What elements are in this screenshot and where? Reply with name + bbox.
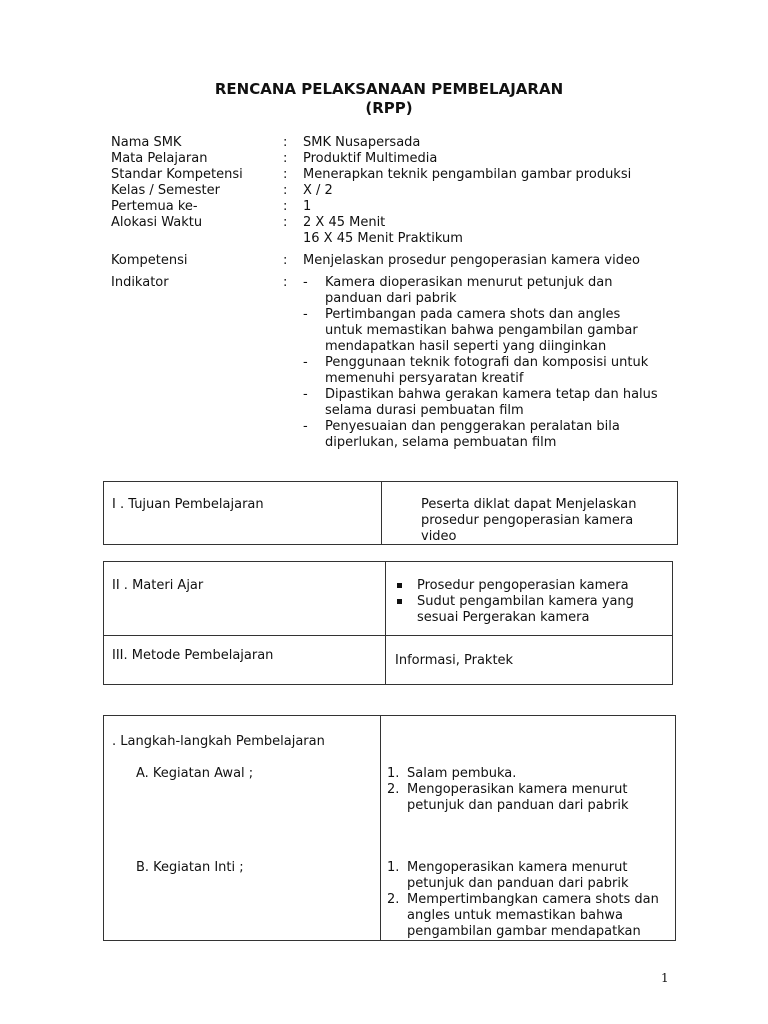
document-title: RENCANA PELAKSANAAN PEMBELAJARAN <box>214 80 564 98</box>
bullet-icon <box>397 583 402 588</box>
table-divider <box>380 715 381 941</box>
indikator-item-5-line-1: Penyesuaian dan penggerakan peralatan bila <box>325 419 620 434</box>
materi-item-2-line-2: sesuai Pergerakan kamera <box>417 610 590 625</box>
materi-item-2-line-1: Sudut pengambilan kamera yang <box>417 594 634 609</box>
inti-num-1: 1. <box>387 860 400 875</box>
page-number: 1 <box>661 971 669 985</box>
table-row-divider <box>103 635 673 636</box>
tujuan-text-line-3: video <box>421 529 457 544</box>
inti-item-2-line-2: angles untuk memastikan bahwa <box>407 908 623 923</box>
tujuan-label: I . Tujuan Pembelajaran <box>112 497 264 512</box>
list-dash: - <box>303 419 308 434</box>
info-colon: : <box>283 215 288 230</box>
info-colon: : <box>283 135 288 150</box>
indikator-item-5-line-2: diperlukan, selama pembuatan film <box>325 435 557 450</box>
info-value-kelas-semester: X / 2 <box>303 183 333 198</box>
tujuan-text-line-1: Peserta diklat dapat Menjelaskan <box>421 497 637 512</box>
info-colon: : <box>283 199 288 214</box>
info-colon: : <box>283 151 288 166</box>
info-label-standar-kompetensi: Standar Kompetensi <box>111 167 243 182</box>
info-colon: : <box>283 253 288 268</box>
inti-item-2-line-3: pengambilan gambar mendapatkan <box>407 924 641 939</box>
kegiatan-inti-label: B. Kegiatan Inti ; <box>136 860 244 875</box>
info-value-pertemua-ke: 1 <box>303 199 312 214</box>
indikator-item-2-line-1: Pertimbangan pada camera shots dan angles <box>325 307 621 322</box>
indikator-item-2-line-2: untuk memastikan bahwa pengambilan gambar <box>325 323 638 338</box>
info-value-nama-smk: SMK Nusapersada <box>303 135 421 150</box>
info-label-nama-smk: Nama SMK <box>111 135 182 150</box>
awal-num-2: 2. <box>387 782 400 797</box>
metode-label: III. Metode Pembelajaran <box>112 648 274 663</box>
indikator-item-4-line-1: Dipastikan bahwa gerakan kamera tetap dan halus <box>325 387 658 402</box>
table-divider <box>381 481 382 545</box>
info-colon: : <box>283 183 288 198</box>
kegiatan-awal-label: A. Kegiatan Awal ; <box>136 766 254 781</box>
awal-num-1: 1. <box>387 766 400 781</box>
awal-item-2-line-1: Mengoperasikan kamera menurut <box>407 782 628 797</box>
info-colon: : <box>283 275 288 290</box>
indikator-item-2-line-3: mendapatkan hasil seperti yang diinginkan <box>325 339 607 354</box>
awal-item-1: Salam pembuka. <box>407 766 517 781</box>
indikator-item-4-line-2: selama durasi pembuatan film <box>325 403 524 418</box>
langkah-label: . Langkah-langkah Pembelajaran <box>112 734 325 749</box>
list-dash: - <box>303 275 308 290</box>
list-dash: - <box>303 387 308 402</box>
indikator-item-3-line-2: memenuhi persyaratan kreatif <box>325 371 524 386</box>
info-value-alokasi-waktu-praktikum: 16 X 45 Menit Praktikum <box>303 231 463 246</box>
info-value-alokasi-waktu: 2 X 45 Menit <box>303 215 386 230</box>
document-subtitle: (RPP) <box>365 99 413 117</box>
info-value-mata-pelajaran: Produktif Multimedia <box>303 151 438 166</box>
inti-num-2: 2. <box>387 892 400 907</box>
info-label-kompetensi: Kompetensi <box>111 253 188 268</box>
info-label-kelas-semester: Kelas / Semester <box>111 183 220 198</box>
indikator-item-3-line-1: Penggunaan teknik fotografi dan komposisi untuk <box>325 355 649 370</box>
info-label-alokasi-waktu: Alokasi Waktu <box>111 215 203 230</box>
materi-label: II . Materi Ajar <box>112 578 204 593</box>
info-label-pertemua-ke: Pertemua ke- <box>111 199 198 214</box>
materi-item-1: Prosedur pengoperasian kamera <box>417 578 629 593</box>
awal-item-2-line-2: petunjuk dan panduan dari pabrik <box>407 798 629 813</box>
inti-item-1-line-2: petunjuk dan panduan dari pabrik <box>407 876 629 891</box>
info-label-indikator: Indikator <box>111 275 169 290</box>
bullet-icon <box>397 599 402 604</box>
indikator-item-1-line-2: panduan dari pabrik <box>325 291 457 306</box>
list-dash: - <box>303 307 308 322</box>
info-value-standar-kompetensi: Menerapkan teknik pengambilan gambar produksi <box>303 167 632 182</box>
info-colon: : <box>283 167 288 182</box>
tujuan-text-line-2: prosedur pengoperasian kamera <box>421 513 634 528</box>
info-value-kompetensi: Menjelaskan prosedur pengoperasian kamera video <box>303 253 640 268</box>
list-dash: - <box>303 355 308 370</box>
inti-item-2-line-1: Mempertimbangkan camera shots dan <box>407 892 659 907</box>
indikator-item-1-line-1: Kamera dioperasikan menurut petunjuk dan <box>325 275 613 290</box>
inti-item-1-line-1: Mengoperasikan kamera menurut <box>407 860 628 875</box>
metode-value: Informasi, Praktek <box>395 653 514 668</box>
table-divider <box>385 561 386 685</box>
info-label-mata-pelajaran: Mata Pelajaran <box>111 151 208 166</box>
